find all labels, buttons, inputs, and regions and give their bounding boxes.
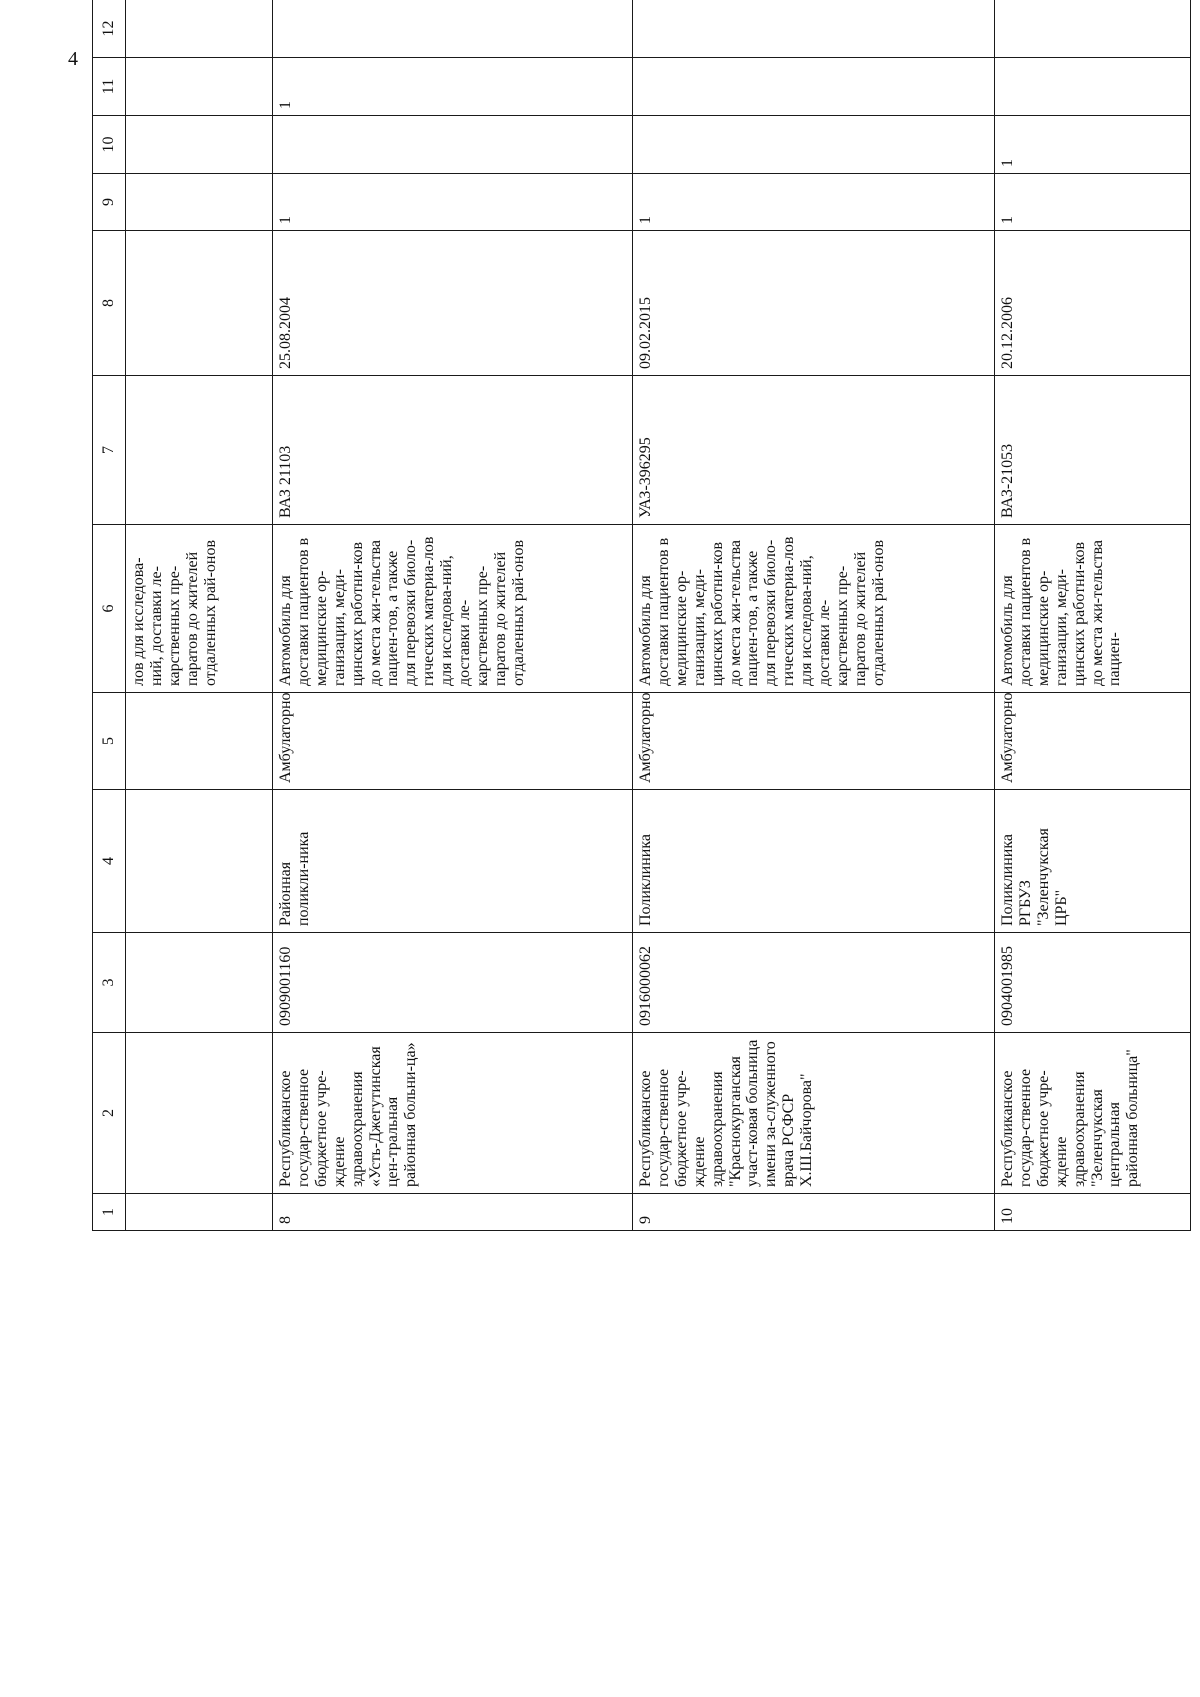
row-number: 10 bbox=[995, 1194, 1191, 1231]
header-cell: 9 bbox=[93, 174, 126, 231]
table-row bbox=[995, 0, 1191, 1231]
header-cell: 5 bbox=[93, 693, 126, 790]
count-cell bbox=[273, 116, 633, 174]
count-cell bbox=[633, 58, 995, 116]
continuation-row bbox=[126, 0, 273, 1231]
count-cell bbox=[995, 0, 1191, 58]
care-type-cell: Амбулаторно bbox=[273, 693, 633, 790]
date-cell: 09.02.2015 bbox=[633, 231, 995, 376]
count-cell bbox=[633, 0, 995, 58]
organization-cell: Республиканское государ-ственное бюджетное учре-ждение здравоохранения "Краснокурганская участ-ковая больница имени за-служенного врача РСФСР Х.Ш.Байчорова" bbox=[633, 1033, 995, 1194]
count-cell bbox=[633, 116, 995, 174]
subdivision-cell: Районная поликли-ника bbox=[273, 790, 633, 933]
code-cell: 0909001160 bbox=[273, 933, 633, 1033]
code-cell: 0916000062 bbox=[633, 933, 995, 1033]
rotated-table-wrapper bbox=[92, 20, 1187, 1231]
purpose-cell: Автомобиль для доставки пациентов в медицинские ор-ганизации, меди-цинских работни-ков до места жи-тельства пациен-тов, а также для перевозки биоло-гических материа-лов для исследова-ний, доставки ле-карственных пре-паратов до жителей отдаленных рай-онов bbox=[633, 525, 995, 693]
date-cell: 20.12.2006 bbox=[995, 231, 1191, 376]
code-cell: 0904001985 bbox=[995, 933, 1191, 1033]
vehicle-model-cell: ВАЗ 21103 bbox=[273, 376, 633, 525]
subdivision-cell: Поликлиника РГБУЗ "Зеленчукская ЦРБ" bbox=[995, 790, 1191, 933]
purpose-cell: Автомобиль для доставки пациентов в медицинские ор-ганизации, меди-цинских работни-ков до места жи-тельства пациен- bbox=[995, 525, 1191, 693]
header-cell: 4 bbox=[93, 790, 126, 933]
header-cell: 1 bbox=[93, 1194, 126, 1231]
header-cell: 2 bbox=[93, 1033, 126, 1194]
vehicle-model-cell: ВАЗ-21053 bbox=[995, 376, 1191, 525]
header-cell: 7 bbox=[93, 376, 126, 525]
purpose-cell: Автомобиль для доставки пациентов в медицинские ор-ганизации, меди-цинских работни-ков до места жи-тельства пациен-тов, а также для перевозки биоло-гических материа-лов для исследова-ний, доставки ле-карственных пре-паратов до жителей отдаленных рай-онов bbox=[273, 525, 633, 693]
row-number: 9 bbox=[633, 1194, 995, 1231]
count-cell: 1 bbox=[995, 116, 1191, 174]
header-cell: 12 bbox=[93, 0, 126, 58]
count-cell: 1 bbox=[273, 174, 633, 231]
organization-cell: Республиканское государ-ственное бюджетное учре-ждение здравоохранения "Зеленчукская центральная районная больница" bbox=[995, 1033, 1191, 1194]
vehicle-model-cell: УАЗ-396295 bbox=[633, 376, 995, 525]
header-cell: 11 bbox=[93, 58, 126, 116]
count-cell: 1 bbox=[633, 174, 995, 231]
header-cell: 8 bbox=[93, 231, 126, 376]
header-cell: 10 bbox=[93, 116, 126, 174]
header-row bbox=[93, 0, 126, 1231]
table-row bbox=[273, 0, 633, 1231]
care-type-cell: Амбулаторно bbox=[995, 693, 1191, 790]
subdivision-cell: Поликлиника bbox=[633, 790, 995, 933]
count-cell bbox=[995, 58, 1191, 116]
page-number: 4 bbox=[68, 48, 78, 70]
count-cell: 1 bbox=[995, 174, 1191, 231]
vehicle-table bbox=[92, 0, 1191, 1231]
count-cell bbox=[273, 0, 633, 58]
header-cell: 6 bbox=[93, 525, 126, 693]
count-cell: 1 bbox=[273, 58, 633, 116]
header-cell: 3 bbox=[93, 933, 126, 1033]
care-type-cell: Амбулаторно bbox=[633, 693, 995, 790]
row-number: 8 bbox=[273, 1194, 633, 1231]
table-row bbox=[633, 0, 995, 1231]
purpose-cell: лов для исследова-ний, доставки ле-карственных пре-паратов до жителей отдаленных рай-онов bbox=[126, 525, 273, 693]
organization-cell: Республиканское государ-ственное бюджетное учре-ждение здравоохранения «Усть-Джегутинская цен-тральная районная больни-ца» bbox=[273, 1033, 633, 1194]
date-cell: 25.08.2004 bbox=[273, 231, 633, 376]
